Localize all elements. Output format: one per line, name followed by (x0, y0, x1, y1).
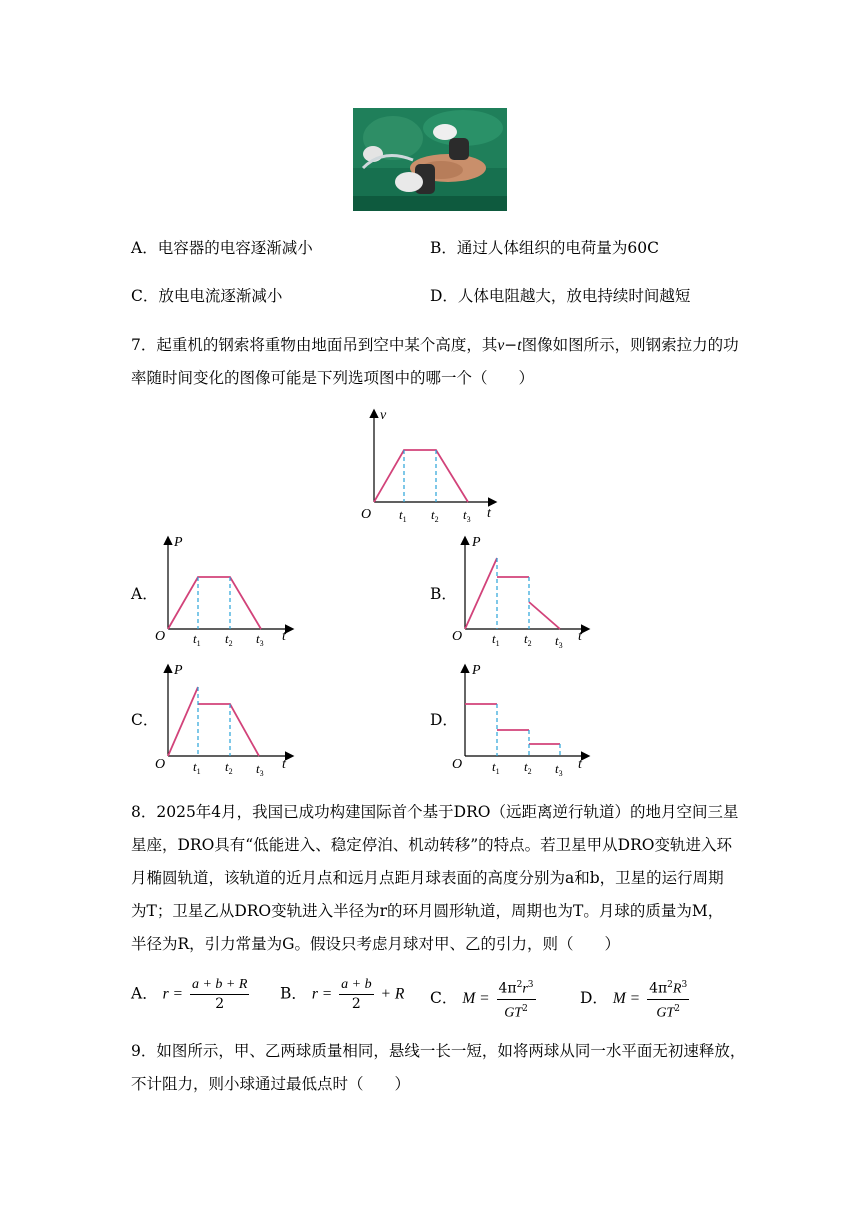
q7-option-d-label[interactable]: D． (430, 711, 458, 729)
vt-curve (374, 450, 468, 502)
pt-a-curve (168, 577, 261, 629)
q8-option-b[interactable]: B． r = $\frac{a + b}{2}$ + R (280, 977, 405, 1012)
q8-option-a[interactable]: A． r = $\frac{a + b + R}{2}$ (131, 977, 248, 1012)
q8-option-d[interactable]: D． M = $\frac{4\pi^2R^3}{GT^2}$ (580, 976, 691, 1022)
pt-b-fall (529, 602, 560, 629)
svg-text:t3: $t_3$ (256, 761, 264, 778)
q8-option-c[interactable]: C． M = $\frac{4\pi^2r^3}{GT^2}$ (430, 976, 538, 1022)
vt-graph (355, 405, 505, 527)
q6-option-b[interactable]: B．通过人体组织的电荷量为60C (430, 239, 659, 257)
q6-option-a[interactable]: A．电容器的电容逐渐减小 (131, 239, 313, 257)
svg-text:O: O (452, 629, 463, 644)
pt-c-flat (198, 704, 259, 756)
svg-text:t1: $t_1$ (193, 631, 201, 648)
q9-stem-line2: 不计阻力，则小球通过最低点时（ ） (131, 1075, 411, 1093)
vt-x-label: t (487, 506, 491, 521)
q8-stem-line1: 8．2025年4月，我国已成功构建国际首个基于DRO（远距离逆行轨道）的地月空间三星 (131, 803, 739, 821)
svg-text:t2: $t_2$ (225, 759, 233, 776)
pt-c-rise (168, 687, 198, 756)
svg-text:t3: $t_3$ (555, 761, 563, 778)
defibrillator-photo (353, 108, 507, 211)
pt-graph-c (152, 660, 302, 782)
q8-stem-line4: 为T；卫星乙从DRO变轨进入半径为r的环月圆形轨道，周期也为T。月球的质量为M， (131, 902, 724, 920)
svg-text:O: O (155, 629, 166, 644)
vt-origin: O (361, 507, 372, 522)
vt-tick-t2: $t_2$ (431, 507, 439, 523)
svg-text:P: P (472, 535, 481, 550)
q7-stem-line1: 7．起重机的钢索将重物由地面吊到空中某个高度，其v−t图像如图所示，则钢索拉力的功 (131, 336, 739, 354)
q7-option-c-label[interactable]: C． (131, 711, 159, 729)
q9-stem-line1: 9．如图所示，甲、乙两球质量相同，悬线一长一短，如将两球从同一水平面无初速释放， (131, 1042, 746, 1060)
vt-tick-t3: $t_3$ (463, 507, 471, 523)
svg-text:t3: $t_3$ (555, 633, 563, 650)
pt-graph-b (450, 532, 600, 654)
svg-text:P: P (472, 663, 481, 678)
svg-text:t1: $t_1$ (492, 631, 500, 648)
svg-text:P: P (174, 663, 183, 678)
svg-text:t2: $t_2$ (524, 631, 532, 648)
svg-text:O: O (155, 757, 166, 772)
q6-option-d[interactable]: D．人体电阻越大，放电持续时间越短 (430, 287, 691, 305)
pt-b-rise (465, 558, 497, 629)
svg-text:t: t (282, 629, 286, 644)
vt-y-label: v (380, 408, 387, 423)
svg-text:t: t (282, 757, 286, 772)
svg-text:t2: $t_2$ (524, 759, 532, 776)
pt-graph-a (152, 532, 302, 654)
q7-option-b-label[interactable]: B． (430, 585, 457, 603)
q8-stem-line3: 月椭圆轨道，该轨道的近月点和远月点距月球表面的高度分别为a和b，卫星的运行周期 (131, 869, 724, 887)
pt-graph-d (450, 660, 600, 782)
svg-text:t3: $t_3$ (256, 631, 264, 648)
vt-tick-t1: $t_1$ (399, 507, 407, 523)
svg-text:t1: $t_1$ (193, 759, 201, 776)
svg-text:t2: $t_2$ (225, 631, 233, 648)
svg-text:O: O (452, 757, 463, 772)
q7-option-a-label[interactable]: A． (131, 585, 158, 603)
svg-text:P: P (174, 535, 183, 550)
svg-text:t: t (578, 757, 582, 772)
q6-option-c[interactable]: C．放电电流逐渐减小 (131, 287, 283, 305)
q8-stem-line2: 星座，DRO具有“低能进入、稳定停泊、机动转移”的特点。若卫星甲从DRO变轨进入环 (131, 836, 732, 854)
svg-text:t: t (578, 629, 582, 644)
q8-stem-line5: 半径为R，引力常量为G。假设只考虑月球对甲、乙的引力，则（ ） (131, 935, 621, 953)
q7-stem-line2: 率随时间变化的图像可能是下列选项图中的哪一个（ ） (131, 369, 535, 387)
svg-text:t1: $t_1$ (492, 759, 500, 776)
